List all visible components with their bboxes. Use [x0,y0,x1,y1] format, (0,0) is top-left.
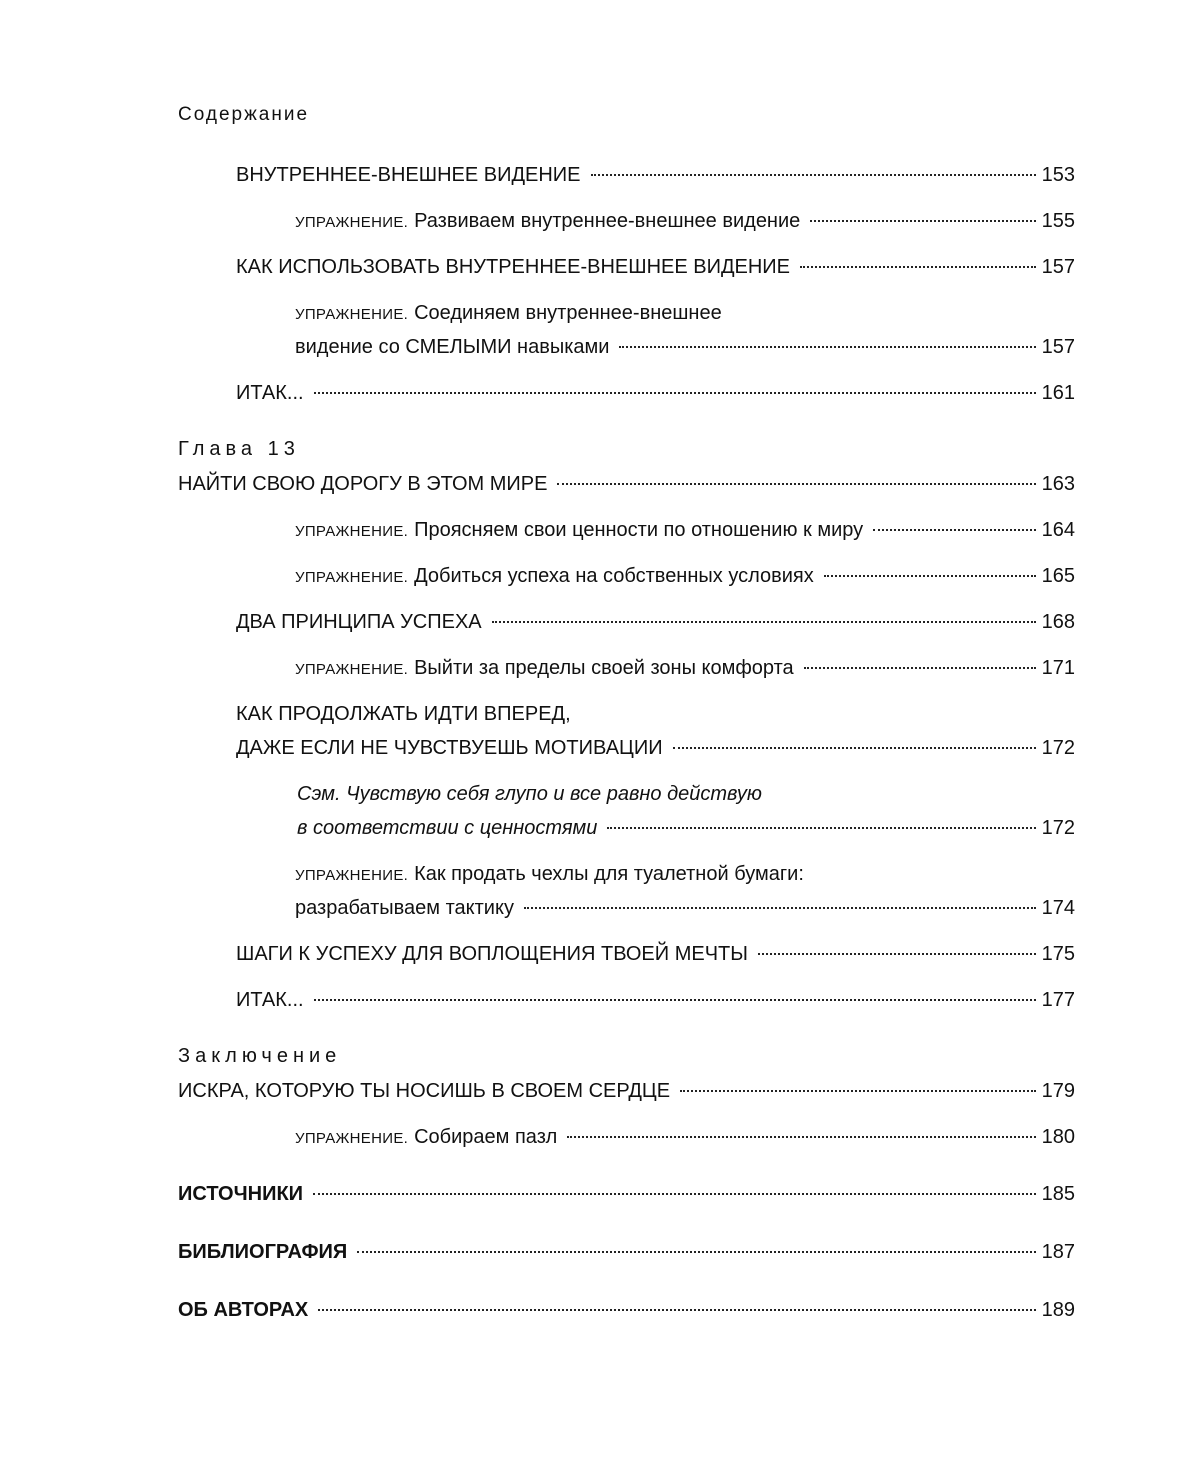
toc-entry [295,335,1075,359]
entry-title: ИТАК... [236,382,304,404]
leader-dots [524,907,1036,909]
page-number: 155 [1041,210,1075,232]
page-number: 171 [1041,657,1075,679]
page-number: 175 [1041,943,1075,965]
leader-dots [619,346,1035,348]
page-number: 172 [1041,817,1075,839]
entry-title: Выйти за пределы своей зоны комфорта [414,657,794,679]
entry-title: ВНУТРЕННЕЕ-ВНЕШНЕЕ ВИДЕНИЕ [236,164,581,186]
leader-dots [314,999,1036,1001]
exercise-label: УПРАЖНЕНИЕ. [295,867,409,884]
entry-title: в соответствии с ценностями [297,817,598,839]
leader-dots [313,1193,1036,1195]
entry-title: Развиваем внутреннее-внешнее видение [414,210,801,232]
toc-entry [295,209,1075,235]
chapter-title: НАЙТИ СВОЮ ДОРОГУ В ЭТОМ МИРЕ [178,473,548,495]
toc-entry [295,656,1075,682]
page-number: 164 [1041,519,1075,541]
entry-title: видение со СМЕЛЫМИ навыками [295,336,610,358]
entry-title-line1: Соединяем внутреннее-внешнее [414,302,722,324]
page-number: 163 [1041,473,1075,495]
toc-chapter-entry [178,1079,1075,1103]
page-number: 180 [1041,1126,1075,1148]
page-number: 165 [1041,565,1075,587]
exercise-label: УПРАЖНЕНИЕ. [295,523,409,540]
page-number: 153 [1041,164,1075,186]
toc-entry [236,381,1075,405]
toc-entry [295,1125,1075,1151]
entry-title: ДАЖЕ ЕСЛИ НЕ ЧУВСТВУЕШЬ МОТИВАЦИИ [236,737,663,759]
page-number: 189 [1041,1299,1075,1321]
leader-dots [557,483,1035,485]
leader-dots [567,1136,1035,1138]
exercise-label: УПРАЖНЕНИЕ. [295,661,409,678]
toc-chapter-entry [178,1182,1075,1206]
leader-dots [824,575,1036,577]
leader-dots [680,1090,1036,1092]
leader-dots [673,747,1036,749]
chapter-title: БИБЛИОГРАФИЯ [178,1241,348,1263]
chapter-label: Глава 13 [178,438,300,460]
leader-dots [492,621,1036,623]
toc-entry [297,816,1075,840]
exercise-label: УПРАЖНЕНИЕ. [295,214,409,231]
toc-entry [295,518,1075,544]
conclusion-label: Заключение [178,1045,342,1067]
leader-dots [314,392,1036,394]
toc-chapter-entry [178,1298,1075,1322]
exercise-label: УПРАЖНЕНИЕ. [295,569,409,586]
leader-dots [800,266,1036,268]
leader-dots [357,1251,1035,1253]
leader-dots [607,827,1035,829]
toc-entry [236,610,1075,634]
exercise-label: УПРАЖНЕНИЕ. [295,1130,409,1147]
toc-entry-first-line [295,862,804,888]
page-number: 161 [1041,382,1075,404]
leader-dots [758,953,1036,955]
leader-dots [873,529,1035,531]
leader-dots [810,220,1035,222]
toc-entry [236,942,1075,966]
entry-title-line1: Как продать чехлы для туалетной бумаги: [414,863,804,885]
toc-entry [236,736,1075,760]
entry-title: КАК ИСПОЛЬЗОВАТЬ ВНУТРЕННЕЕ-ВНЕШНЕЕ ВИДЕНИЕ [236,256,791,278]
page-number: 177 [1041,989,1075,1011]
entry-title: ДВА ПРИНЦИПА УСПЕХА [236,611,482,633]
page-number: 185 [1041,1183,1075,1205]
page-number: 157 [1041,256,1075,278]
toc-entry [295,896,1075,920]
leader-dots [318,1309,1035,1311]
page-number: 157 [1041,336,1075,358]
page-number: 179 [1041,1080,1075,1102]
entry-title: Собираем пазл [414,1126,558,1148]
toc-chapter-entry [178,472,1075,496]
page-number: 172 [1041,737,1075,759]
toc-entry [236,255,1075,279]
chapter-title: ИСКРА, КОТОРУЮ ТЫ НОСИШЬ В СВОЕМ СЕРДЦЕ [178,1080,671,1102]
entry-title: Проясняем свои ценности по отношению к миру [414,519,864,541]
toc-entry-first-line: КАК ПРОДОЛЖАТЬ ИДТИ ВПЕРЕД, [236,703,571,725]
toc-entry-first-line: Сэм. Чувствую себя глупо и все равно действую [297,783,762,805]
toc-chapter-entry [178,1240,1075,1264]
entry-title: ИТАК... [236,989,304,1011]
chapter-title: ИСТОЧНИКИ [178,1183,304,1205]
toc-entry [295,564,1075,590]
page-number: 187 [1041,1241,1075,1263]
leader-dots [591,174,1036,176]
chapter-title: ОБ АВТОРАХ [178,1299,309,1321]
entry-title: Добиться успеха на собственных условиях [414,565,814,587]
page-number: 174 [1041,897,1075,919]
entry-title: разрабатываем тактику [295,897,514,919]
exercise-label: УПРАЖНЕНИЕ. [295,306,409,323]
running-head: Содержание [178,104,310,125]
toc-entry [236,988,1075,1012]
toc-entry [236,163,1075,187]
page-number: 168 [1041,611,1075,633]
entry-title: ШАГИ К УСПЕХУ ДЛЯ ВОПЛОЩЕНИЯ ТВОЕЙ МЕЧТЫ [236,943,748,965]
leader-dots [804,667,1036,669]
toc-entry-first-line [295,301,722,327]
